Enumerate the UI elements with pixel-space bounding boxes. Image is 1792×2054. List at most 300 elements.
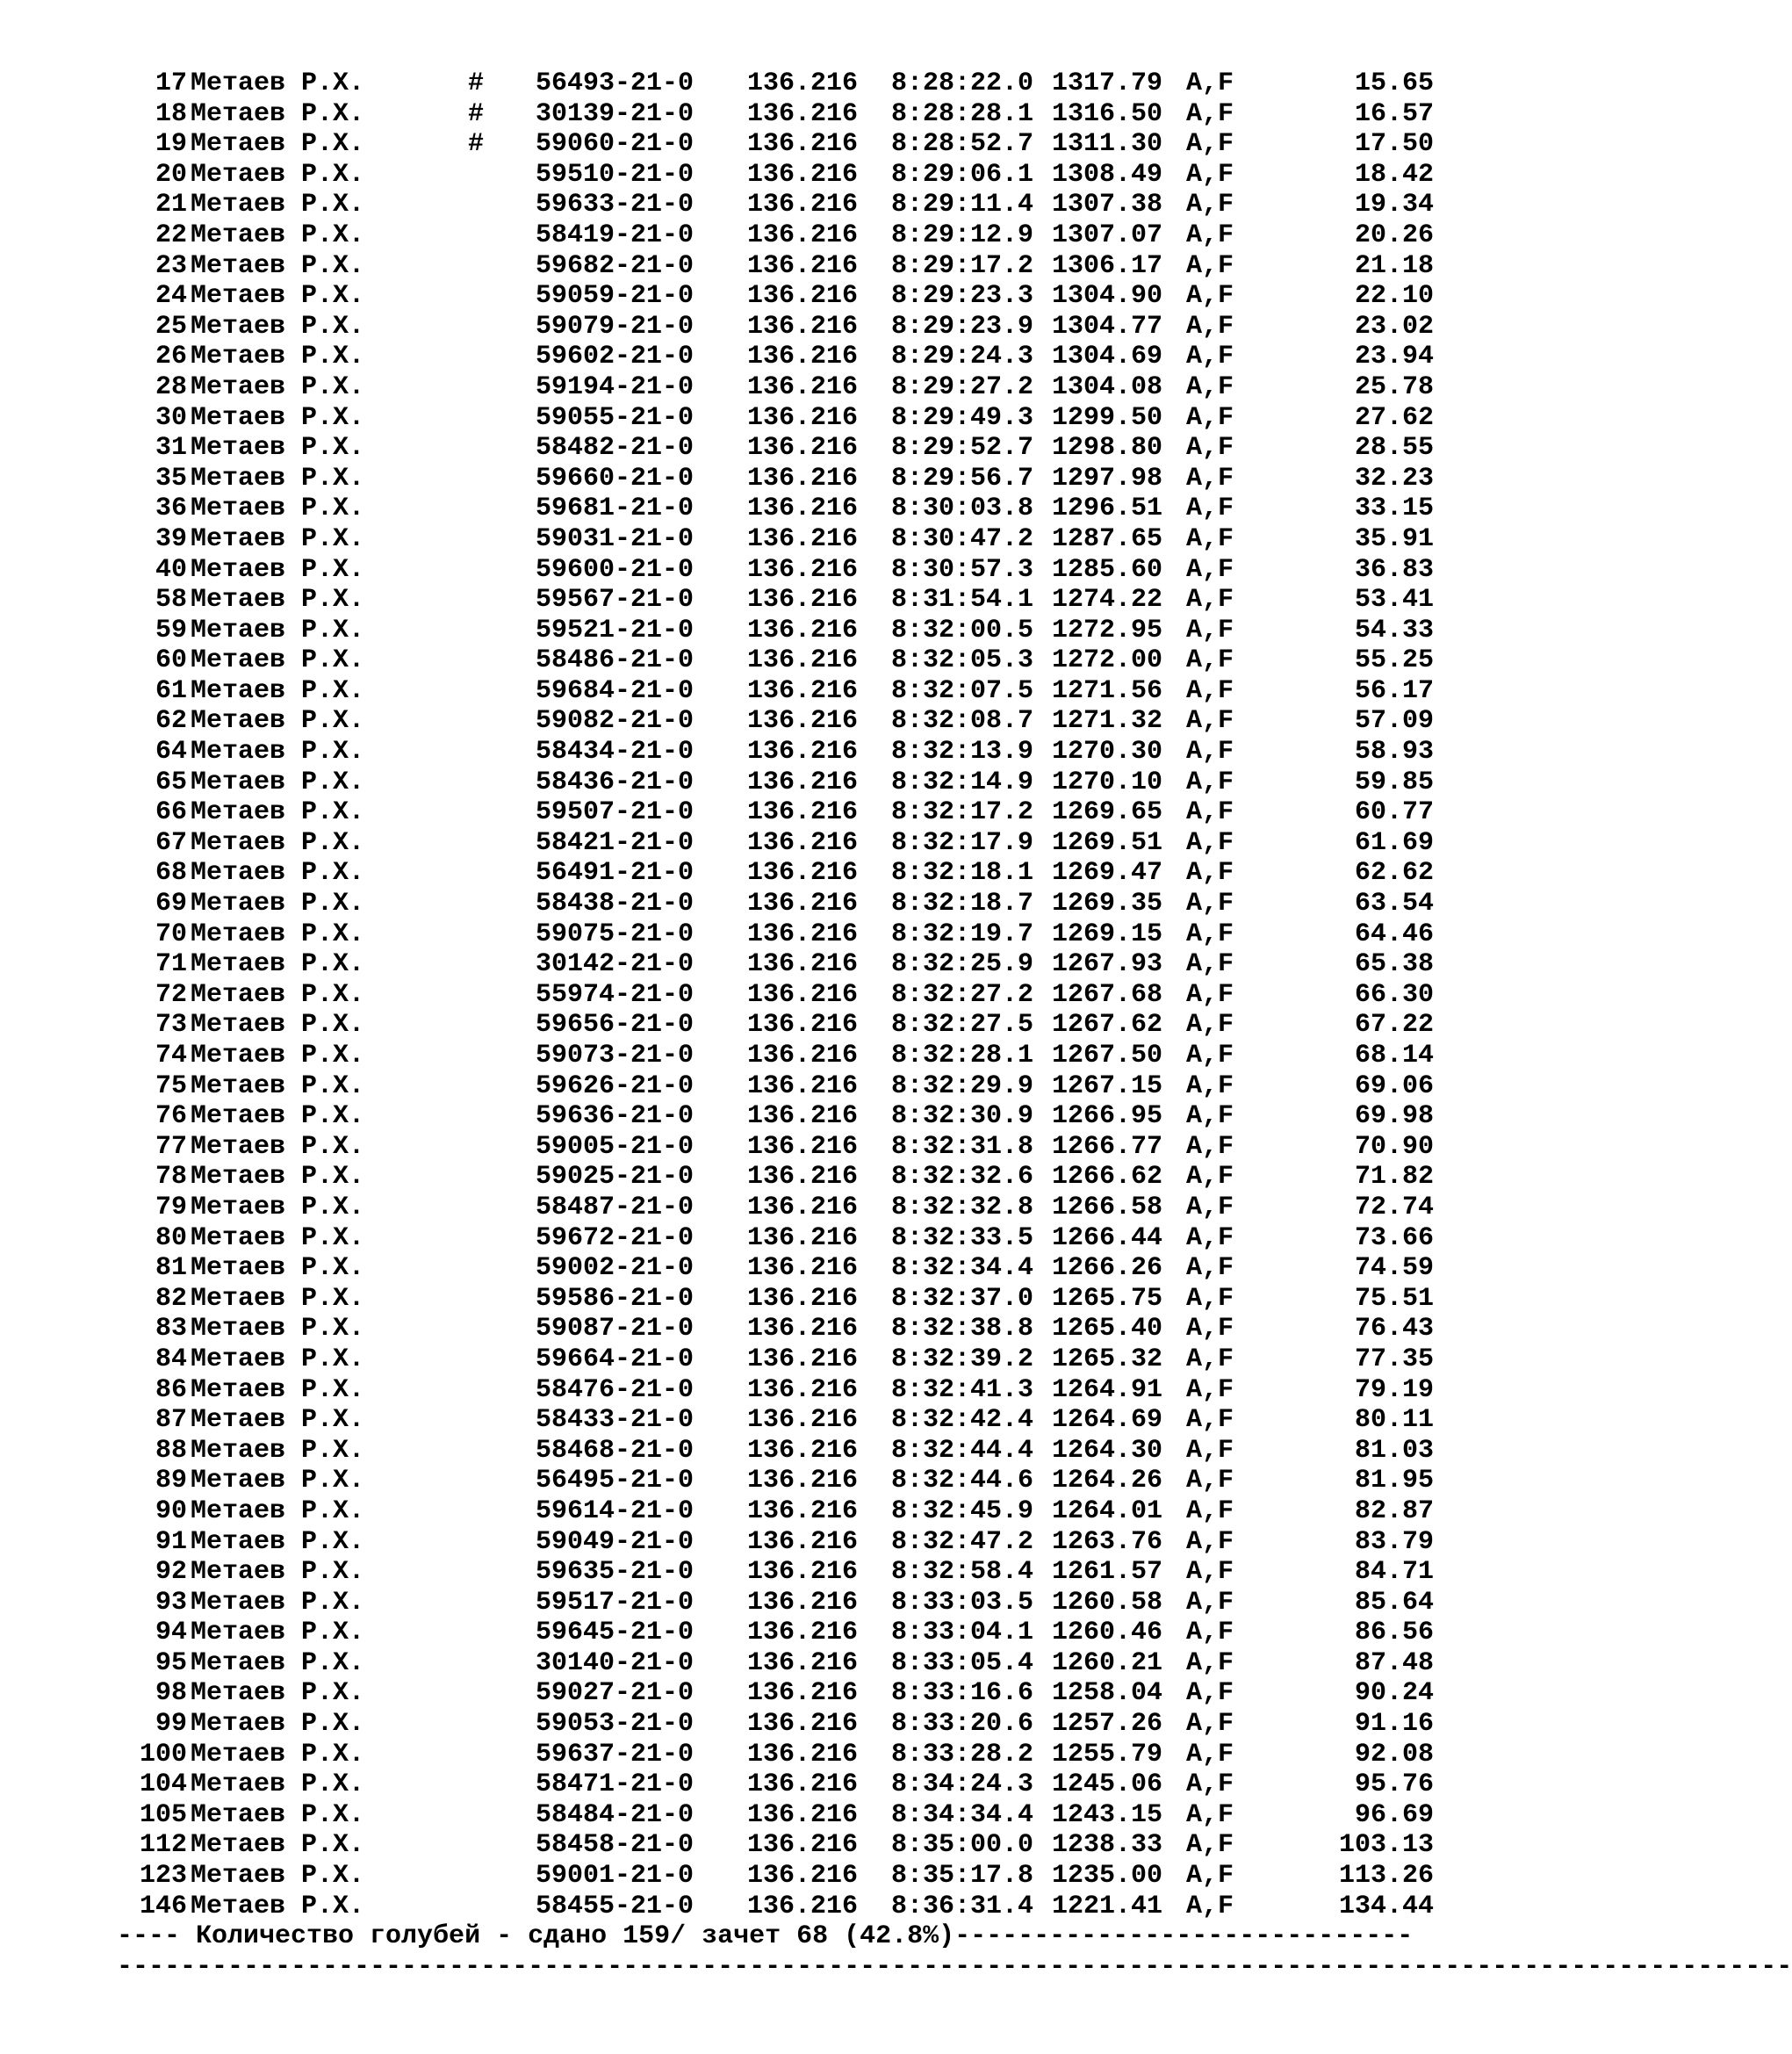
distance-cell: 136.216 [747,1435,859,1466]
name-cell: Метаев Р.Х. [191,342,365,372]
code-cell: A,F [1186,585,1234,616]
speed-cell: 1270.30 [1052,737,1163,768]
speed-cell: 1298.80 [1052,433,1163,464]
coefficient-cell: 82.87 [1354,1495,1434,1526]
place-cell: 74 [155,1041,187,1070]
table-row [117,1314,1434,1344]
arrival-time-cell: 8:32:27.5 [891,1010,1034,1041]
name-cell: Метаев Р.Х. [191,675,365,706]
place-cell: 76 [155,1101,187,1132]
table-row [117,737,1434,768]
name-cell: Метаев Р.Х. [191,463,365,494]
coefficient-cell: 69.06 [1354,1070,1434,1101]
coefficient-cell: 53.41 [1354,585,1434,616]
place-cell: 35 [155,463,187,494]
table-row [117,1892,1434,1922]
speed-cell: 1316.50 [1052,98,1163,129]
place-cell: 31 [155,433,187,464]
code-cell: A,F [1186,1101,1234,1132]
bottom-rule-wrap [117,1951,1792,1983]
code-cell: A,F [1186,1587,1234,1618]
code-cell: A,F [1186,706,1234,737]
speed-cell: 1272.95 [1052,615,1163,645]
place-cell: 60 [155,645,187,676]
ring-number-cell: 59031-21-0 [536,523,694,554]
coefficient-cell: 103.13 [1338,1830,1434,1861]
code-cell: A,F [1186,1283,1234,1314]
name-cell: Метаев Р.Х. [191,1070,365,1101]
speed-cell: 1266.77 [1052,1131,1163,1162]
coefficient-cell: 134.44 [1338,1891,1434,1921]
coefficient-cell: 22.10 [1354,281,1434,312]
distance-cell: 136.216 [747,1374,859,1405]
code-cell: A,F [1186,1709,1234,1740]
distance-cell: 136.216 [747,433,859,464]
ring-number-cell: 59684-21-0 [536,675,694,706]
coefficient-cell: 57.09 [1354,706,1434,737]
code-cell: A,F [1186,1526,1234,1557]
coefficient-cell: 70.90 [1354,1131,1434,1162]
ring-number-cell: 59600-21-0 [536,554,694,585]
arrival-time-cell: 8:32:29.9 [891,1070,1034,1101]
arrival-time-cell: 8:32:13.9 [891,737,1034,768]
coefficient-cell: 81.03 [1354,1435,1434,1466]
table-row [117,797,1434,828]
code-cell: A,F [1186,1222,1234,1253]
table-row [117,919,1434,950]
table-row [117,1588,1434,1618]
code-cell: A,F [1186,342,1234,372]
distance-cell: 136.216 [747,919,859,949]
place-cell: 89 [155,1466,187,1496]
ring-number-cell: 59636-21-0 [536,1101,694,1132]
table-row [117,828,1434,859]
place-cell: 22 [155,220,187,250]
code-cell: A,F [1186,1070,1234,1101]
ring-number-cell: 59002-21-0 [536,1253,694,1284]
code-cell: A,F [1186,675,1234,706]
name-cell: Метаев Р.Х. [191,1283,365,1314]
code-cell: A,F [1186,463,1234,494]
ring-number-cell: 59055-21-0 [536,402,694,433]
ring-number-cell: 59567-21-0 [536,585,694,616]
code-cell: A,F [1186,98,1234,129]
coefficient-cell: 16.57 [1354,98,1434,129]
speed-cell: 1266.95 [1052,1101,1163,1132]
speed-cell: 1269.51 [1052,827,1163,858]
name-cell: Метаев Р.Х. [191,919,365,949]
speed-cell: 1264.01 [1052,1495,1163,1526]
name-cell: Метаев Р.Х. [191,1314,365,1344]
arrival-time-cell: 8:32:42.4 [891,1405,1034,1436]
ring-number-cell: 59682-21-0 [536,250,694,281]
ring-number-cell: 59087-21-0 [536,1314,694,1344]
code-cell: A,F [1186,68,1234,98]
place-cell: 70 [155,919,187,949]
name-cell: Метаев Р.Х. [191,402,365,433]
speed-cell: 1269.15 [1052,919,1163,949]
place-cell: 123 [139,1861,187,1892]
ring-number-cell: 58455-21-0 [536,1891,694,1921]
coefficient-cell: 55.25 [1354,645,1434,676]
name-cell: Метаев Р.Х. [191,1709,365,1740]
arrival-time-cell: 8:32:00.5 [891,615,1034,645]
speed-cell: 1307.38 [1052,190,1163,220]
place-cell: 88 [155,1435,187,1466]
distance-cell: 136.216 [747,1466,859,1496]
place-cell: 61 [155,675,187,706]
speed-cell: 1264.69 [1052,1405,1163,1436]
coefficient-cell: 23.02 [1354,311,1434,342]
code-cell: A,F [1186,889,1234,919]
speed-cell: 1267.93 [1052,949,1163,980]
arrival-time-cell: 8:34:24.3 [891,1769,1034,1800]
name-cell: Метаев Р.Х. [191,1162,365,1193]
coefficient-cell: 28.55 [1354,433,1434,464]
arrival-time-cell: 8:29:56.7 [891,463,1034,494]
coefficient-cell: 69.98 [1354,1101,1434,1132]
place-cell: 25 [155,311,187,342]
speed-cell: 1238.33 [1052,1830,1163,1861]
coefficient-cell: 35.91 [1354,523,1434,554]
table-row [117,1527,1434,1558]
place-cell: 39 [155,523,187,554]
distance-cell: 136.216 [747,979,859,1010]
distance-cell: 136.216 [747,1861,859,1892]
table-row [117,980,1434,1011]
distance-cell: 136.216 [747,1070,859,1101]
name-cell: Метаев Р.Х. [191,827,365,858]
ring-number-cell: 59053-21-0 [536,1709,694,1740]
distance-cell: 136.216 [747,1314,859,1344]
coefficient-cell: 64.46 [1354,919,1434,949]
coefficient-cell: 18.42 [1354,159,1434,190]
arrival-time-cell: 8:32:14.9 [891,767,1034,797]
coefficient-cell: 77.35 [1354,1344,1434,1374]
distance-cell: 136.216 [747,858,859,889]
name-cell: Метаев Р.Х. [191,797,365,828]
name-cell: Метаев Р.Х. [191,523,365,554]
code-cell: A,F [1186,1861,1234,1892]
ring-number-cell: 58487-21-0 [536,1192,694,1222]
name-cell: Метаев Р.Х. [191,281,365,312]
arrival-time-cell: 8:30:47.2 [891,523,1034,554]
table-row [117,1436,1434,1467]
speed-cell: 1221.41 [1052,1891,1163,1921]
distance-cell: 136.216 [747,1830,859,1861]
distance-cell: 136.216 [747,1253,859,1284]
table-row [117,768,1434,798]
speed-cell: 1271.56 [1052,675,1163,706]
table-row [117,1496,1434,1527]
name-cell: Метаев Р.Х. [191,1891,365,1921]
distance-cell: 136.216 [747,1495,859,1526]
arrival-time-cell: 8:32:25.9 [891,949,1034,980]
arrival-time-cell: 8:32:31.8 [891,1131,1034,1162]
table-row [117,1709,1434,1740]
table-row [117,1193,1434,1223]
arrival-time-cell: 8:33:04.1 [891,1618,1034,1648]
coefficient-cell: 61.69 [1354,827,1434,858]
arrival-time-cell: 8:32:38.8 [891,1314,1034,1344]
name-cell: Метаев Р.Х. [191,1647,365,1678]
speed-cell: 1304.08 [1052,371,1163,402]
place-cell: 67 [155,827,187,858]
distance-cell: 136.216 [747,1678,859,1709]
coefficient-cell: 86.56 [1354,1618,1434,1648]
distance-cell: 136.216 [747,1769,859,1800]
code-cell: A,F [1186,949,1234,980]
ring-number-cell: 56495-21-0 [536,1466,694,1496]
name-cell: Метаев Р.Х. [191,433,365,464]
ring-number-cell: 59027-21-0 [536,1678,694,1709]
place-cell: 58 [155,585,187,616]
arrival-time-cell: 8:32:19.7 [891,919,1034,949]
ring-number-cell: 59586-21-0 [536,1283,694,1314]
speed-cell: 1265.75 [1052,1283,1163,1314]
table-row [117,1223,1434,1254]
table-row [117,949,1434,980]
name-cell: Метаев Р.Х. [191,615,365,645]
name-cell: Метаев Р.Х. [191,220,365,250]
speed-cell: 1267.15 [1052,1070,1163,1101]
code-cell: A,F [1186,1466,1234,1496]
ring-number-cell: 58471-21-0 [536,1769,694,1800]
name-cell: Метаев Р.Х. [191,737,365,768]
table-row [117,585,1434,616]
arrival-time-cell: 8:29:52.7 [891,433,1034,464]
name-cell: Метаев Р.Х. [191,98,365,129]
code-cell: A,F [1186,1253,1234,1284]
code-cell: A,F [1186,1374,1234,1405]
arrival-time-cell: 8:29:23.9 [891,311,1034,342]
ring-number-cell: 59626-21-0 [536,1070,694,1101]
coefficient-cell: 17.50 [1354,129,1434,160]
table-row [117,160,1434,191]
code-cell: A,F [1186,615,1234,645]
table-row [117,645,1434,676]
arrival-time-cell: 8:33:28.2 [891,1739,1034,1769]
speed-cell: 1235.00 [1052,1861,1163,1892]
place-cell: 62 [155,706,187,737]
place-cell: 24 [155,281,187,312]
coefficient-cell: 20.26 [1354,220,1434,250]
table-row [117,433,1434,464]
speed-cell: 1264.30 [1052,1435,1163,1466]
coefficient-cell: 36.83 [1354,554,1434,585]
name-cell: Метаев Р.Х. [191,250,365,281]
table-row [117,1861,1434,1892]
table-row [117,1375,1434,1406]
place-cell: 28 [155,371,187,402]
name-cell: Метаев Р.Х. [191,1405,365,1436]
distance-cell: 136.216 [747,1041,859,1070]
name-cell: Метаев Р.Х. [191,68,365,98]
arrival-time-cell: 8:35:00.0 [891,1830,1034,1861]
arrival-time-cell: 8:30:57.3 [891,554,1034,585]
name-cell: Метаев Р.Х. [191,129,365,160]
arrival-time-cell: 8:29:06.1 [891,159,1034,190]
ring-number-cell: 58419-21-0 [536,220,694,250]
distance-cell: 136.216 [747,1587,859,1618]
place-cell: 100 [139,1739,187,1769]
table-row [117,1132,1434,1163]
speed-cell: 1267.68 [1052,979,1163,1010]
coefficient-cell: 63.54 [1354,889,1434,919]
arrival-time-cell: 8:32:44.6 [891,1466,1034,1496]
code-cell: A,F [1186,523,1234,554]
table-row [117,1405,1434,1436]
table-row [117,494,1434,524]
coefficient-cell: 21.18 [1354,250,1434,281]
name-cell: Метаев Р.Х. [191,979,365,1010]
coefficient-cell: 83.79 [1354,1526,1434,1557]
place-cell: 105 [139,1799,187,1830]
distance-cell: 136.216 [747,797,859,828]
code-cell: A,F [1186,433,1234,464]
place-cell: 23 [155,250,187,281]
place-cell: 94 [155,1618,187,1648]
ring-number-cell: 59637-21-0 [536,1739,694,1769]
speed-cell: 1260.46 [1052,1618,1163,1648]
code-cell: A,F [1186,979,1234,1010]
table-row [117,1740,1434,1770]
arrival-time-cell: 8:29:12.9 [891,220,1034,250]
speed-cell: 1306.17 [1052,250,1163,281]
speed-cell: 1304.69 [1052,342,1163,372]
ring-number-cell: 59645-21-0 [536,1618,694,1648]
ring-number-cell: 59049-21-0 [536,1526,694,1557]
name-cell: Метаев Р.Х. [191,1253,365,1284]
distance-cell: 136.216 [747,675,859,706]
place-cell: 72 [155,979,187,1010]
table-row [117,706,1434,737]
table-row [117,464,1434,494]
arrival-time-cell: 8:32:17.2 [891,797,1034,828]
name-cell: Метаев Р.Х. [191,1222,365,1253]
code-cell: A,F [1186,1495,1234,1526]
code-cell: A,F [1186,1739,1234,1769]
coefficient-cell: 72.74 [1354,1192,1434,1222]
place-cell: 36 [155,494,187,524]
speed-cell: 1266.58 [1052,1192,1163,1222]
ring-number-cell: 59635-21-0 [536,1557,694,1588]
code-cell: A,F [1186,767,1234,797]
table-row [117,1769,1434,1800]
name-cell: Метаев Р.Х. [191,1101,365,1132]
coefficient-cell: 68.14 [1354,1041,1434,1070]
name-cell: Метаев Р.Х. [191,190,365,220]
ring-number-cell: 59060-21-0 [536,129,694,160]
code-cell: A,F [1186,220,1234,250]
name-cell: Метаев Р.Х. [191,1678,365,1709]
speed-cell: 1269.47 [1052,858,1163,889]
place-cell: 19 [155,129,187,160]
distance-cell: 136.216 [747,1101,859,1132]
place-cell: 82 [155,1283,187,1314]
table-row [117,1162,1434,1193]
speed-cell: 1260.58 [1052,1587,1163,1618]
coefficient-cell: 91.16 [1354,1709,1434,1740]
ring-number-cell: 58468-21-0 [536,1435,694,1466]
code-cell: A,F [1186,371,1234,402]
code-cell: A,F [1186,1769,1234,1800]
speed-cell: 1304.90 [1052,281,1163,312]
speed-cell: 1304.77 [1052,311,1163,342]
table-row [117,1648,1434,1679]
coefficient-cell: 25.78 [1354,371,1434,402]
name-cell: Метаев Р.Х. [191,767,365,797]
ring-number-cell: 58458-21-0 [536,1830,694,1861]
distance-cell: 136.216 [747,402,859,433]
distance-cell: 136.216 [747,1405,859,1436]
coefficient-cell: 96.69 [1354,1799,1434,1830]
distance-cell: 136.216 [747,190,859,220]
ring-number-cell: 59633-21-0 [536,190,694,220]
arrival-time-cell: 8:32:58.4 [891,1557,1034,1588]
coefficient-cell: 84.71 [1354,1557,1434,1588]
place-cell: 69 [155,889,187,919]
mark-cell: # [468,98,485,129]
table-row [117,1466,1434,1496]
speed-cell: 1271.32 [1052,706,1163,737]
name-cell: Метаев Р.Х. [191,371,365,402]
table-row [117,616,1434,646]
coefficient-cell: 54.33 [1354,615,1434,645]
speed-cell: 1317.79 [1052,68,1163,98]
speed-cell: 1307.07 [1052,220,1163,250]
table-row [117,312,1434,342]
coefficient-cell: 65.38 [1354,949,1434,980]
table-row [117,1253,1434,1284]
code-cell: A,F [1186,737,1234,768]
table-row [117,1557,1434,1588]
name-cell: Метаев Р.Х. [191,706,365,737]
ring-number-cell: 56493-21-0 [536,68,694,98]
distance-cell: 136.216 [747,463,859,494]
place-cell: 99 [155,1709,187,1740]
distance-cell: 136.216 [747,615,859,645]
distance-cell: 136.216 [747,554,859,585]
name-cell: Метаев Р.Х. [191,311,365,342]
distance-cell: 136.216 [747,1526,859,1557]
arrival-time-cell: 8:32:27.2 [891,979,1034,1010]
distance-cell: 136.216 [747,98,859,129]
name-cell: Метаев Р.Х. [191,494,365,524]
name-cell: Метаев Р.Х. [191,1830,365,1861]
place-cell: 98 [155,1678,187,1709]
coefficient-cell: 62.62 [1354,858,1434,889]
arrival-time-cell: 8:32:33.5 [891,1222,1034,1253]
table-row [117,1830,1434,1861]
coefficient-cell: 80.11 [1354,1405,1434,1436]
code-cell: A,F [1186,250,1234,281]
distance-cell: 136.216 [747,494,859,524]
distance-cell: 136.216 [747,1344,859,1374]
place-cell: 30 [155,402,187,433]
code-cell: A,F [1186,1405,1234,1436]
ring-number-cell: 59082-21-0 [536,706,694,737]
speed-cell: 1272.00 [1052,645,1163,676]
ring-number-cell: 58484-21-0 [536,1799,694,1830]
name-cell: Метаев Р.Х. [191,858,365,889]
ring-number-cell: 30140-21-0 [536,1647,694,1678]
name-cell: Метаев Р.Х. [191,1374,365,1405]
mark-cell: # [468,129,485,160]
place-cell: 18 [155,98,187,129]
code-cell: A,F [1186,919,1234,949]
code-cell: A,F [1186,797,1234,828]
